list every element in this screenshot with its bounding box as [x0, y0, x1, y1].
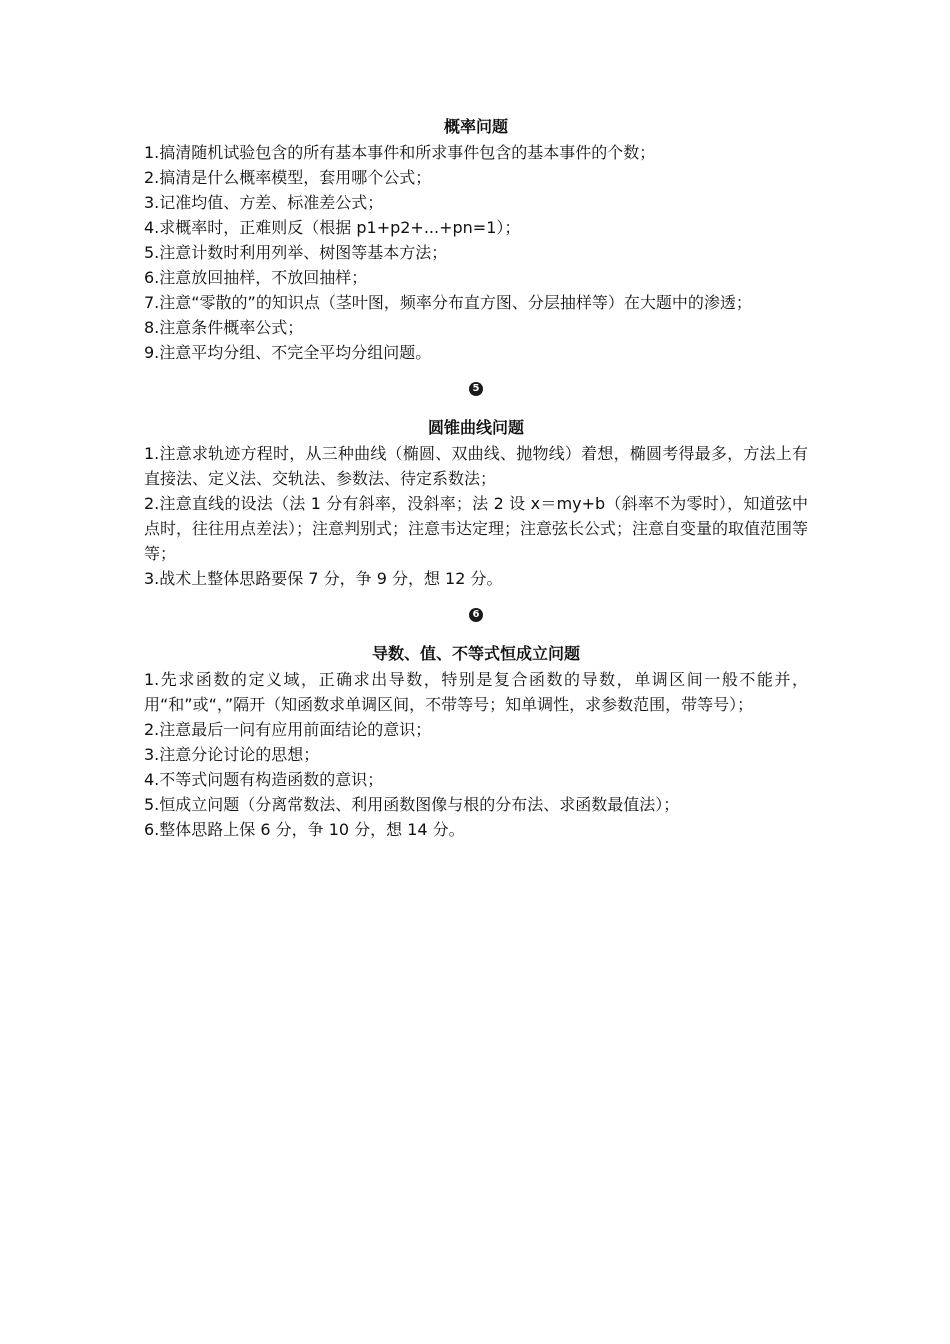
list-item: 6.整体思路上保 6 分，争 10 分，想 14 分。 — [144, 820, 465, 839]
section-list-probability — [144, 140, 808, 365]
list-item: 3.记准均值、方差、标准差公式； — [144, 193, 384, 212]
list-item: 8.注意条件概率公式； — [144, 318, 304, 337]
list-item: 3.战术上整体思路要保 7 分，争 9 分，想 12 分。 — [144, 569, 503, 588]
list-item: 1.先求函数的定义域，正确求出导数，特别是复合函数的导数，单调区间一般不能并，用“和”或“，”隔开（知函数求单调区间，不带等号；知单调性，求参数范围，带等号）； — [144, 670, 808, 714]
list-item: 3.注意分论讨论的思想； — [144, 745, 320, 764]
list-item: 1.注意求轨迹方程时，从三种曲线（椭圆、双曲线、抛物线）着想，椭圆考得最多，方法上有直接法、定义法、交轨法、参数法、待定系数法； — [144, 444, 808, 488]
list-item: 9.注意平均分组、不完全平均分组问题。 — [144, 343, 432, 362]
list-item: 2.注意最后一问有应用前面结论的意识； — [144, 720, 432, 739]
section-list-derivative — [144, 667, 808, 842]
circled-number-5-icon: 5 — [469, 382, 483, 396]
list-item: 5.恒成立问题（分离常数法、利用函数图像与根的分布法、求函数最值法）； — [144, 795, 680, 814]
section-title-conic: 圆锥曲线问题 — [427, 418, 524, 437]
section-title-derivative: 导数、值、不等式恒成立问题 — [371, 644, 580, 663]
list-item: 5.注意计数时利用列举、树图等基本方法； — [144, 243, 448, 262]
section-list-conic — [144, 441, 808, 591]
section-marker — [144, 597, 808, 633]
section-marker — [144, 371, 808, 407]
section-title-probability: 概率问题 — [443, 117, 508, 136]
list-item: 7.注意“零散的”的知识点（茎叶图，频率分布直方图、分层抽样等）在大题中的渗透； — [144, 293, 752, 312]
list-item: 2.搞清是什么概率模型，套用哪个公式； — [144, 168, 432, 187]
list-item: 1.搞清随机试验包含的所有基本事件和所求事件包含的基本事件的个数； — [144, 143, 656, 162]
circled-number-6-icon: 6 — [469, 608, 483, 622]
document-page — [144, 114, 808, 842]
list-item: 6.注意放回抽样，不放回抽样； — [144, 268, 368, 287]
list-item: 4.不等式问题有构造函数的意识； — [144, 770, 384, 789]
list-item: 4.求概率时，正难则反（根据 p1+p2+...+pn=1）； — [144, 218, 521, 237]
list-item: 2.注意直线的设法（法 1 分有斜率，没斜率；法 2 设 x＝my+b（斜率不为零时），知道弦中点时，往往用点差法）；注意判别式；注意韦达定理；注意弦长公式；注意自变量的取值范围等等； — [144, 494, 809, 563]
